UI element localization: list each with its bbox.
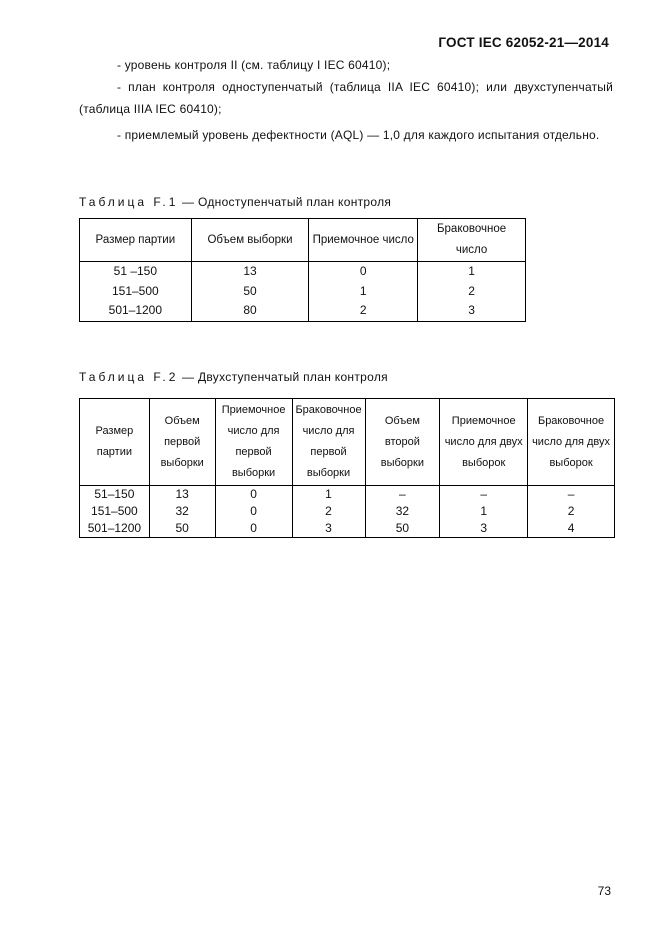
table1-caption-text: — Одноступенчатый план контроля — [178, 195, 392, 209]
cell-lot-size: 51–150 — [80, 486, 150, 504]
table-header-row — [80, 399, 615, 486]
cell-first-acceptance: 0 — [215, 520, 292, 538]
table-row — [80, 520, 615, 538]
cell-lot-size: 501–1200 — [80, 301, 192, 321]
cell-first-rejection: 1 — [292, 486, 365, 504]
table-row — [80, 486, 615, 504]
header-first-rejection: Браковочное число для первой выборки — [292, 399, 365, 486]
cell-acceptance: 2 — [309, 301, 418, 321]
header-combined-acceptance: Приемочное число для двух выборок — [440, 399, 528, 486]
cell-sample-size: 80 — [191, 301, 309, 321]
cell-combined-rejection: – — [528, 486, 615, 504]
header-acceptance-number: Приемочное число — [309, 219, 418, 262]
table-row — [80, 301, 526, 321]
document-header: ГОСТ IEC 62052-21—2014 — [438, 35, 609, 50]
cell-combined-rejection: 2 — [528, 503, 615, 520]
cell-lot-size: 501–1200 — [80, 520, 150, 538]
header-combined-rejection: Браковочное число для двух выборок — [528, 399, 615, 486]
cell-rejection: 1 — [418, 262, 526, 282]
cell-combined-rejection: 4 — [528, 520, 615, 538]
single-stage-plan-table — [79, 218, 526, 322]
cell-first-sample: 32 — [149, 503, 215, 520]
header-second-sample-size: Объем второй выборки — [365, 399, 440, 486]
header-first-acceptance: Приемочное число для первой выборки — [215, 399, 292, 486]
table-header-row — [80, 219, 526, 262]
paragraph-aql: - приемлемый уровень дефектности (AQL) — 1,0 для каждого испытания отдельно. — [117, 128, 600, 142]
cell-lot-size: 51 –150 — [80, 262, 192, 282]
cell-second-sample: 50 — [365, 520, 440, 538]
page-number: 73 — [597, 884, 611, 898]
header-first-sample-size: Объем первой выборки — [149, 399, 215, 486]
cell-sample-size: 13 — [191, 262, 309, 282]
cell-lot-size: 151–500 — [80, 503, 150, 520]
cell-acceptance: 1 — [309, 282, 418, 302]
table2-caption-prefix: Таблица F.2 — [79, 370, 179, 384]
header-sample-size: Объем выборки — [191, 219, 309, 262]
table-row — [80, 503, 615, 520]
cell-rejection: 3 — [418, 301, 526, 321]
cell-second-sample: – — [365, 486, 440, 504]
table-row — [80, 262, 526, 282]
cell-first-sample: 50 — [149, 520, 215, 538]
cell-rejection: 2 — [418, 282, 526, 302]
paragraph-control-plan: - план контроля одноступенчатый (таблица IIA IEC 60410); или двухступенчатый (таблица IIIA IEC 60410); — [79, 80, 613, 116]
header-lot-size: Размер партии — [80, 219, 192, 262]
table-row — [80, 282, 526, 302]
cell-combined-acceptance: – — [440, 486, 528, 504]
table1-caption — [79, 195, 391, 209]
cell-acceptance: 0 — [309, 262, 418, 282]
table2-caption-text: — Двухступенчатый план контроля — [178, 370, 388, 384]
cell-combined-acceptance: 1 — [440, 503, 528, 520]
cell-combined-acceptance: 3 — [440, 520, 528, 538]
cell-second-sample: 32 — [365, 503, 440, 520]
table1-caption-prefix: Таблица F.1 — [79, 195, 179, 209]
cell-first-acceptance: 0 — [215, 486, 292, 504]
paragraph-control-level: - уровень контроля II (см. таблицу I IEC 60410); — [117, 58, 391, 72]
table2-caption — [79, 370, 388, 384]
cell-lot-size: 151–500 — [80, 282, 192, 302]
header-lot-size: Размер партии — [80, 399, 150, 486]
header-rejection-number: Браковочное число — [418, 219, 526, 262]
cell-sample-size: 50 — [191, 282, 309, 302]
cell-first-rejection: 3 — [292, 520, 365, 538]
cell-first-rejection: 2 — [292, 503, 365, 520]
double-stage-plan-table — [79, 398, 615, 538]
cell-first-sample: 13 — [149, 486, 215, 504]
cell-first-acceptance: 0 — [215, 503, 292, 520]
